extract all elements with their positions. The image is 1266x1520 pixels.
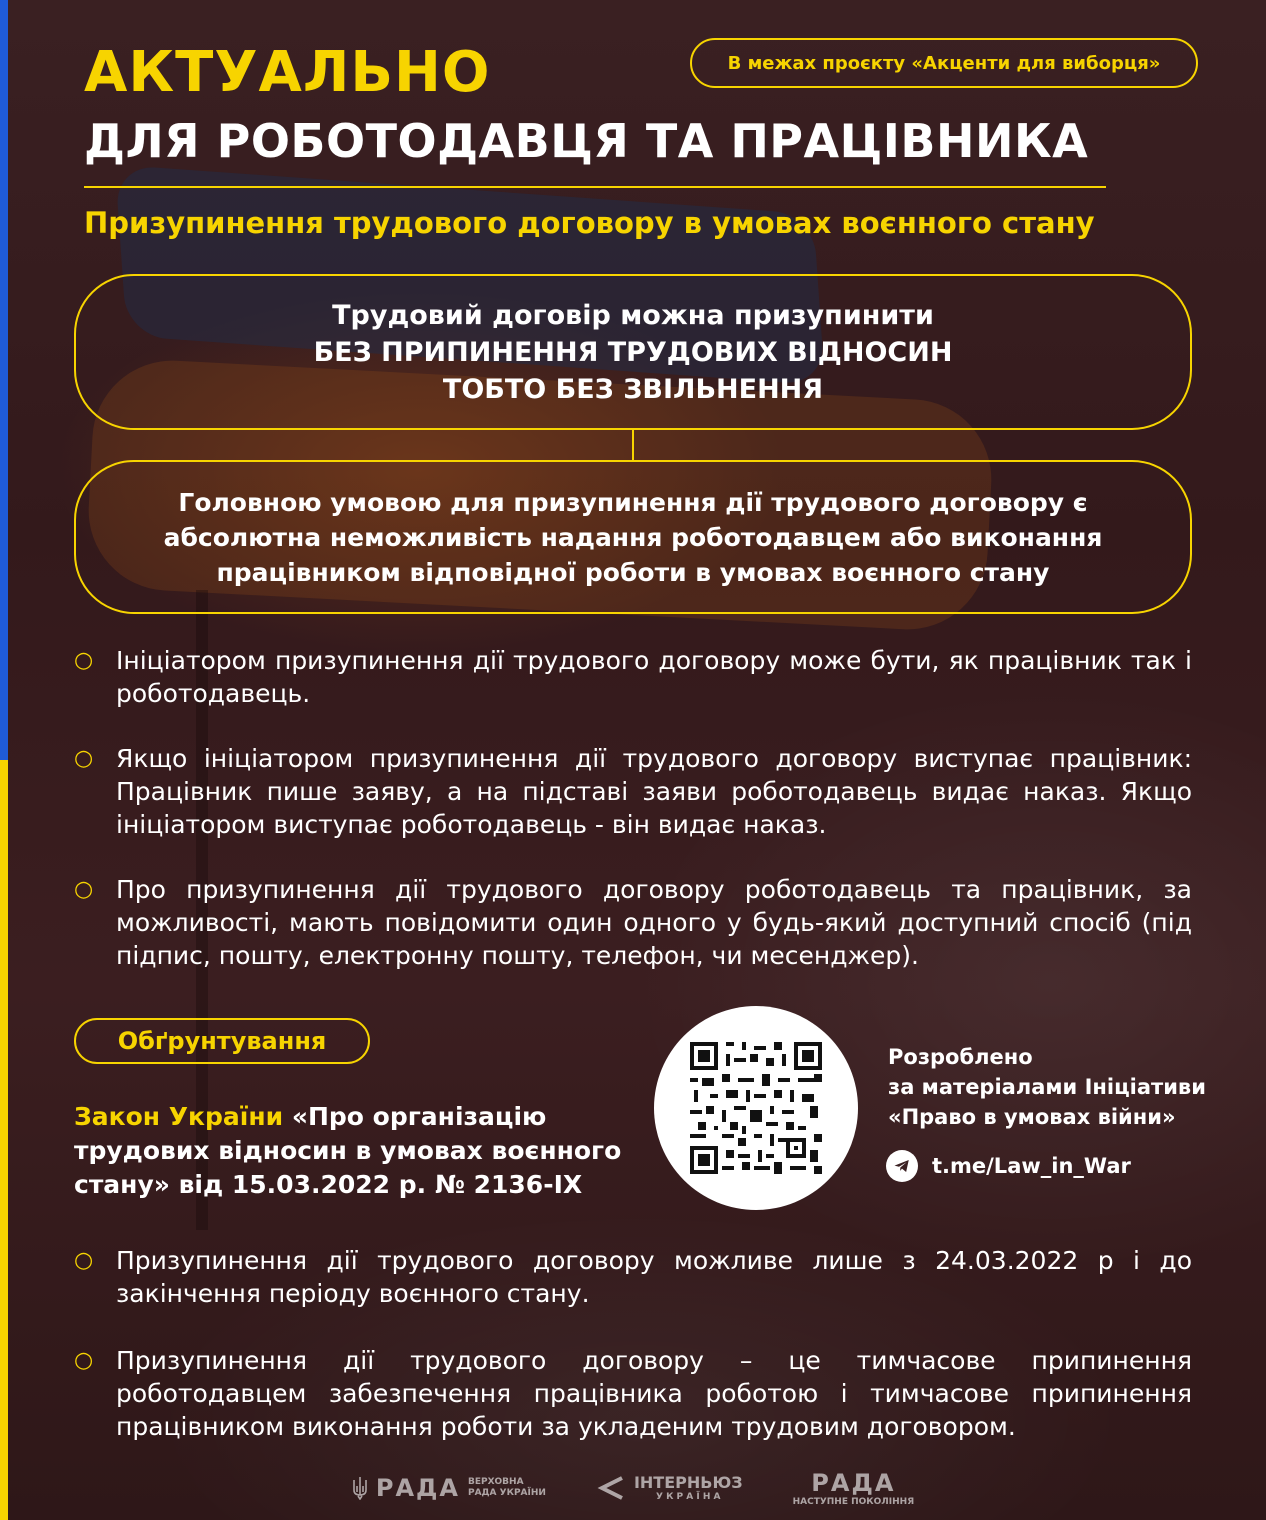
- bullet-list-top: [74, 644, 1192, 1004]
- title-line-1: АКТУАЛЬНО: [84, 40, 491, 105]
- trident-icon: [352, 1476, 368, 1500]
- developed-by-line-3: «Право в умовах війни»: [888, 1105, 1176, 1129]
- main-condition-box: [74, 460, 1192, 614]
- developed-by-line-2: за матеріалами Ініціативи: [888, 1075, 1206, 1099]
- justification-label: Обґрунтування: [74, 1018, 370, 1064]
- telegram-icon: [886, 1150, 918, 1182]
- law-reference: [74, 1100, 654, 1202]
- key-statement-box: [74, 274, 1192, 430]
- bullet-circle-icon: ○: [74, 1248, 94, 1273]
- developed-by: [888, 1042, 1228, 1132]
- verkhovna-rada-logo: РАДА ВЕРХОВНА РАДА УКРАЇНИ: [352, 1474, 546, 1502]
- bullet-circle-icon: ○: [74, 648, 94, 673]
- law-reference-accent: Закон України: [74, 1102, 284, 1131]
- developed-by-line-1: Розроблено: [888, 1045, 1033, 1069]
- title-divider: [84, 186, 1106, 188]
- telegram-link[interactable]: t.me/Law_in_War: [932, 1154, 1131, 1178]
- telegram-link-row[interactable]: [886, 1150, 1131, 1182]
- title-line-2: ДЛЯ РОБОТОДАВЦЯ ТА ПРАЦІВНИКА: [84, 114, 1089, 168]
- box-connector: [632, 430, 634, 460]
- qr-code-icon: [690, 1042, 822, 1174]
- rada-next-generation-logo: РАДА НАСТУПНЕ ПОКОЛІННЯ: [792, 1468, 915, 1507]
- subtitle: Призупинення трудового договору в умовах воєнного стану: [84, 206, 1095, 240]
- list-item: ○ Якщо ініціатором призупинення дії трудового договору виступає працівник: Працівник пише заяву, а на підставі заяви роботодавець видає наказ. Якщо ініціатором виступає роботодавець - він видає наказ.: [74, 744, 1192, 839]
- key-statement-line-2: БЕЗ ПРИПИНЕННЯ ТРУДОВИХ ВІДНОСИН: [313, 336, 953, 368]
- key-statement-line-1: Трудовий договір можна призупинити: [332, 299, 934, 331]
- qr-code[interactable]: [654, 1006, 858, 1210]
- project-badge: В межах проєкту «Акценти для виборця»: [690, 38, 1198, 88]
- bullet-circle-icon: ○: [74, 746, 94, 771]
- bullet-circle-icon: ○: [74, 877, 94, 902]
- main-condition-line-1: Головною умовою для призупинення дії трудового договору є: [178, 487, 1088, 517]
- footer-logos: [0, 1468, 1266, 1508]
- list-item: ○ Ініціатором призупинення дії трудового договору може бути, як працівник так і роботодавець.: [74, 646, 1192, 708]
- bullet-circle-icon: ○: [74, 1348, 94, 1373]
- key-statement-line-3: ТОБТО БЕЗ ЗВІЛЬНЕННЯ: [442, 373, 824, 405]
- side-stripe-blue: [0, 0, 8, 760]
- list-item: ○ Про призупинення дії трудового договору роботодавець та працівник, за можливості, мають повідомити один одного у будь-який доступний спосіб (під підпис, пошту, електронну пошту, телефон, чи месенджер).: [74, 875, 1192, 970]
- main-condition-line-2: абсолютна неможливість надання роботодавцем або виконання: [163, 522, 1103, 552]
- side-stripe-yellow: [0, 760, 8, 1520]
- law-reference-text: «Про організацію трудових відносин в умовах воєнного стану» від 15.03.2022 р. № 2136-IX: [74, 1102, 622, 1199]
- internews-logo: ІНТЕРНЬЮЗ У К Р А Ї Н А: [596, 1473, 743, 1503]
- internews-mark-icon: [596, 1475, 626, 1501]
- bullet-list-bottom: [74, 1244, 1192, 1477]
- main-condition-line-3: працівником відповідної роботи в умовах воєнного стану: [216, 557, 1050, 587]
- list-item: ○ Призупинення дії трудового договору – це тимчасове припинення роботодавцем забезпечення працівника роботою і тимчасове припинення працівником виконання роботи за укладеним трудовим договором.: [74, 1346, 1192, 1441]
- list-item: ○ Призупинення дії трудового договору можливе лише з 24.03.2022 р і до закінчення періоду воєнного стану.: [74, 1246, 1192, 1308]
